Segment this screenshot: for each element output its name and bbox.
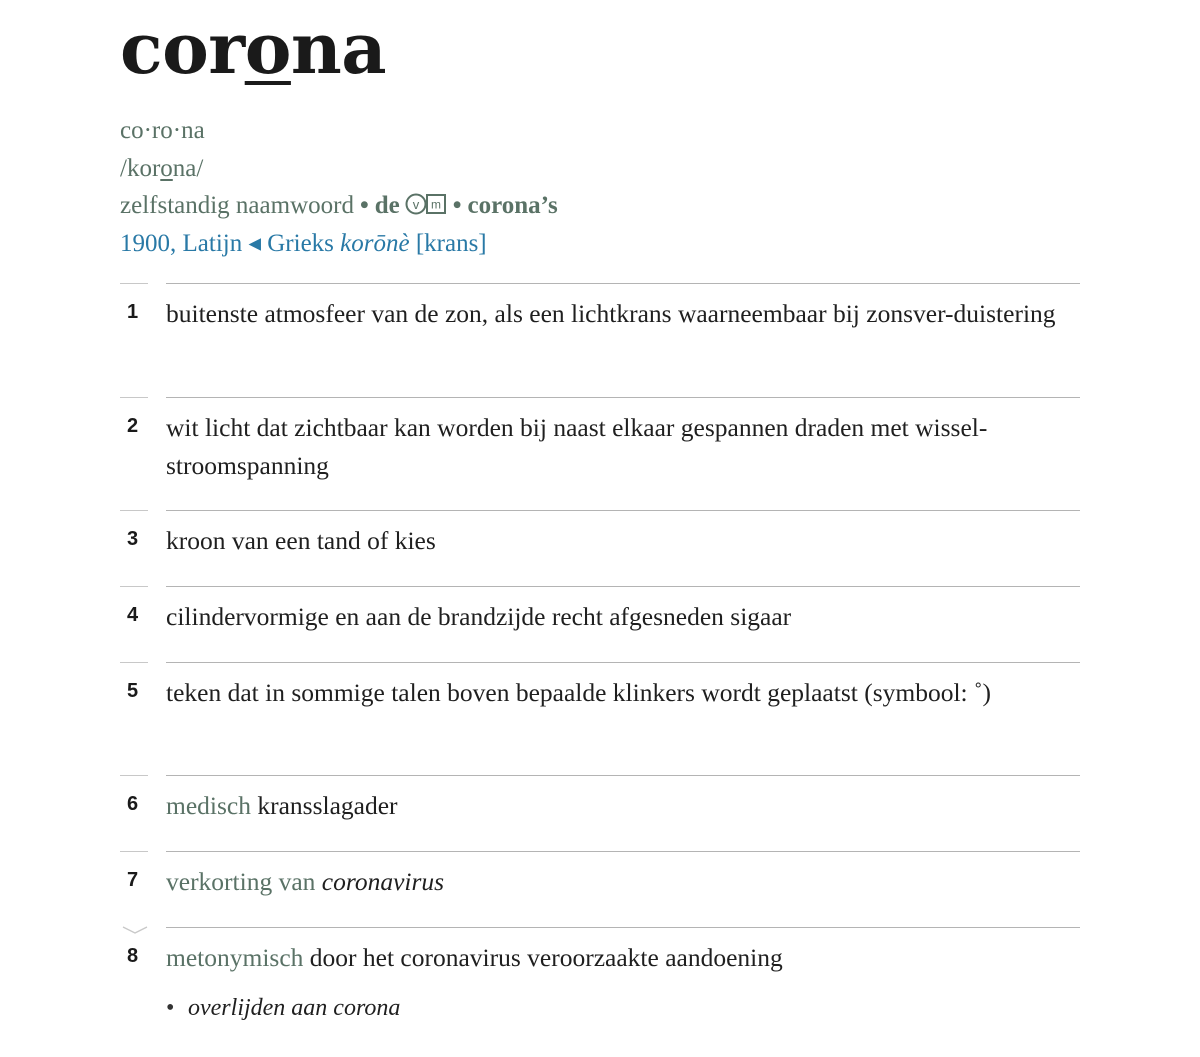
pronunciation [120,150,1080,188]
etymology-greek-word: korōnè [340,229,410,257]
svg-text:v: v [412,197,419,212]
headword-part: na [290,7,387,90]
sense-item [120,397,1080,511]
sense-number: 1 [127,301,139,323]
divider [166,851,1080,852]
plural-form: corona’s [467,192,558,219]
sense-definition [166,851,1080,901]
vm-gender-badge-icon [405,190,447,228]
sense-text: door het coronavirus veroorzaakte aandoening [309,942,783,972]
sense-number: 5 [127,679,139,702]
collapse-chevron-icon[interactable] [122,922,148,940]
svg-text:m: m [430,197,441,212]
etymology-text: 1900, Latijn ◂ Grieks [120,229,341,257]
divider [166,775,1080,776]
grammar-line [120,187,1080,225]
divider [120,662,148,663]
divider [166,927,1080,928]
sense-number: 4 [127,603,139,626]
part-of-speech: zelfstandig naamwoord [120,192,354,219]
divider [166,586,1080,587]
headword-stressed-vowel: o [244,7,291,90]
sense-item [120,283,1080,397]
sense-definition: teken dat in sommige talen boven bepaalde klinkers wordt geplaatst (symbool: ˚) [166,677,991,707]
usage-label: medisch [166,791,251,821]
etymology-text: [krans] [409,229,487,257]
sense-item [120,775,1080,851]
divider [166,662,1080,663]
usage-label: verkorting van [166,866,316,896]
sense-number: 6 [127,793,139,816]
sense-number: 8 [127,944,139,967]
entry-meta [120,112,1080,262]
sense-definition: buitenste atmosfeer van de zon, als een lichtkrans waarneembaar bij zonsver-duistering [166,299,1056,328]
divider [166,397,1080,398]
pronunciation-stressed-vowel: o [160,154,173,182]
divider [120,397,148,398]
sense-item [120,510,1080,586]
sense-item [120,851,1080,927]
divider [166,510,1080,511]
etymology [120,225,1080,263]
usage-label: metonymisch [166,942,304,972]
sense-number: 3 [127,528,139,550]
sense-number: 2 [127,414,139,437]
article: de [374,192,400,219]
sense-item [120,662,1080,776]
syllabification: co·ro·na [120,117,205,144]
dictionary-entry [120,0,1080,262]
sense-text: coronavirus [321,866,445,896]
divider [120,586,148,587]
divider [166,283,1080,284]
pronunciation-part: na/ [172,154,204,182]
sense-definition: cilindervormige en aan de brandzijde recht afgesneden sigaar [166,601,792,631]
divider [120,851,148,852]
bullet-separator: • [452,192,462,219]
sense-item [120,586,1080,662]
divider [120,775,148,776]
sense-definition: kroon van een tand of kies [166,526,436,555]
sense-definition [166,927,1080,977]
example-text: overlijden aan corona [188,994,401,1021]
headword [120,7,1080,94]
headword-part: cor [120,7,245,90]
sense-definition: wit licht dat zichtbaar kan worden bij naast elkaar gespannen draden met wissel-stroomspanning [166,412,988,480]
sense-item [120,927,1080,1057]
divider [120,283,148,284]
pronunciation-part: /kor [120,154,161,182]
usage-example [166,991,1080,1025]
sense-text: kransslagader [257,791,398,821]
sense-definition [166,775,1080,825]
divider [120,510,148,511]
bullet-separator: • [359,192,369,219]
example-bullet: • [166,994,175,1021]
sense-number: 7 [127,868,139,891]
sense-list [120,283,1080,1057]
